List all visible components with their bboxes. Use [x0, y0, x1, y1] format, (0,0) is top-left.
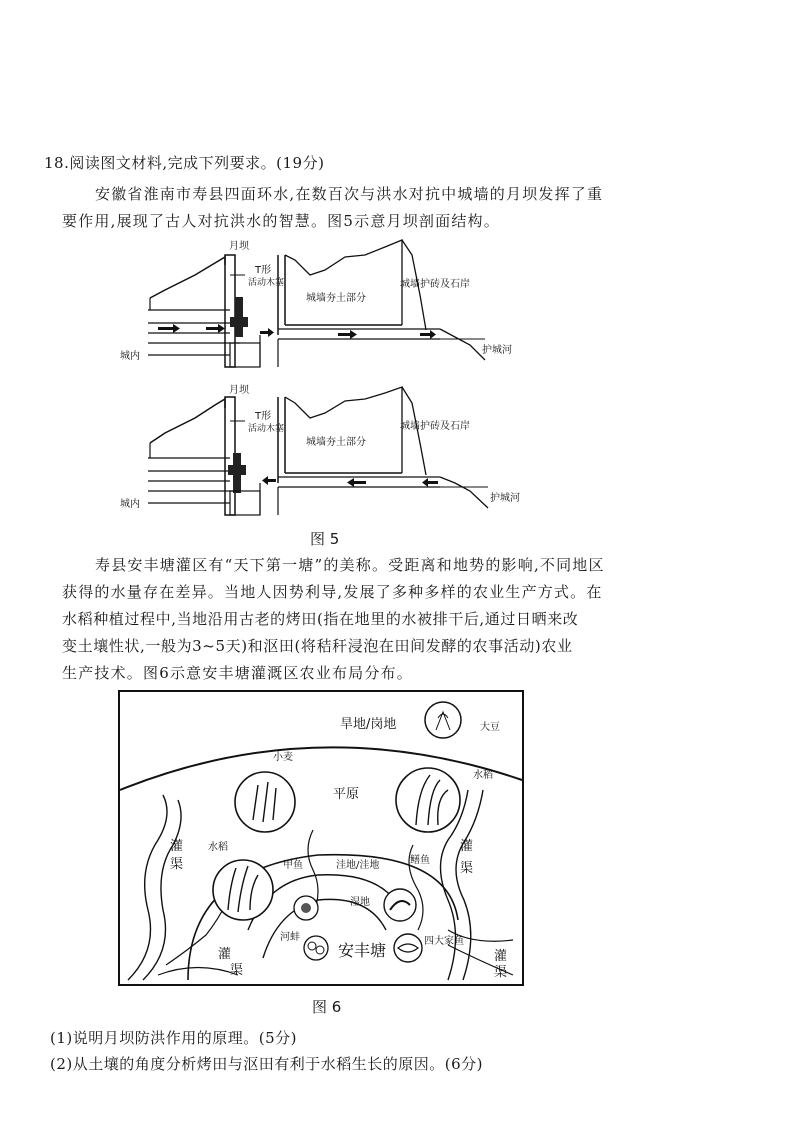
canal-bottom-right-label: 灌: [494, 949, 508, 964]
fish-label: 四大家鱼: [424, 936, 464, 947]
moat-label-top: 护城河: [482, 345, 512, 356]
canal-right-label-2: 渠: [460, 861, 474, 876]
canal-left-label: 灌: [170, 839, 184, 854]
inside-label-top: 城内: [120, 351, 140, 362]
paragraph-2-line-1: 寿县安丰塘灌区有“天下第一塘”的美称。受距离和地势的影响,不同地区: [95, 556, 605, 574]
figure-5-caption: 图 5: [310, 530, 340, 548]
gate-label-bottom: T形: [255, 411, 272, 422]
rice-left-label: 水稻: [208, 842, 228, 853]
canal-bottom-right-label-2: 渠: [494, 965, 508, 980]
sub-question-1: (1)说明月坝防洪作用的原理。(5分): [50, 1029, 297, 1047]
earth-label-top: 城墙夯土部分: [306, 293, 366, 304]
brick-label-top: 城墙护砖及石岸: [400, 279, 470, 290]
pond-label: 安丰塘: [338, 941, 387, 960]
sub-question-2: (2)从土壤的角度分析烤田与沤田有利于水稻生长的原因。(6分): [50, 1055, 483, 1073]
paragraph-1-line-1: 安徽省淮南市寿县四面环水,在数百次与洪水对抗中城墙的月坝发挥了重: [95, 185, 604, 203]
paragraph-2-line-4: 变土壤性状,一般为3~5天)和沤田(将秸秆浸泡在田间发酵的农事活动)农业: [62, 637, 573, 655]
paragraph-1-line-2: 要作用,展现了古人对抗洪水的智慧。图5示意月坝剖面结构。: [62, 212, 500, 230]
wetland-label: 湿地: [350, 897, 370, 908]
soybean-label: 大豆: [480, 722, 500, 733]
figure-5-dam-cross-section: [110, 235, 540, 525]
paragraph-2-line-2: 获得的水量存在差异。当地人因势利导,发展了多种多样的农业生产方式。在: [62, 583, 603, 601]
canal-bottom-left-label-2: 渠: [230, 963, 244, 978]
turtle-label: 甲鱼: [283, 860, 303, 871]
paragraph-2-line-3: 水稻种植过程中,当地沿用古老的烤田(指在地里的水被排干后,通过日晒来改: [62, 610, 579, 628]
dam-label-top: 月坝: [229, 241, 249, 252]
figure-5-top-diagram: [120, 239, 512, 367]
upland-label: 旱地/岗地: [340, 717, 397, 732]
dam-label-bottom: 月坝: [229, 385, 249, 396]
question-heading: 18.阅读图文材料,完成下列要求。(19分): [44, 154, 325, 172]
plain-label: 平原: [333, 787, 360, 802]
canal-left-label-2: 渠: [170, 857, 184, 872]
canal-right-label: 灌: [460, 839, 474, 854]
gate-label-top-2: 活动木塞: [248, 278, 285, 288]
moat-label-bottom: 护城河: [490, 493, 520, 504]
eel-label: 鳝鱼: [410, 855, 430, 866]
wheat-label: 小麦: [273, 752, 293, 763]
rice-right-label: 水稻: [473, 770, 493, 781]
brick-label-bottom: 城墙护砖及石岸: [400, 421, 470, 432]
gate-label-bottom-2: 活动木塞: [248, 424, 285, 434]
figure-6-caption: 图 6: [312, 998, 342, 1016]
inside-label-bottom: 城内: [120, 499, 140, 510]
lowland-label: 洼地/洼地: [336, 860, 380, 871]
clam-label: 河蚌: [280, 932, 300, 943]
canal-bottom-left-label: 灌: [218, 947, 232, 962]
earth-label-bottom: 城墙夯土部分: [306, 437, 366, 448]
figure-6-agriculture-layout: [118, 690, 524, 988]
figure-5-bottom-diagram: [120, 383, 520, 515]
paragraph-2-line-5: 生产技术。图6示意安丰塘灌溉区农业布局分布。: [62, 664, 413, 682]
gate-label-top: T形: [255, 265, 272, 276]
